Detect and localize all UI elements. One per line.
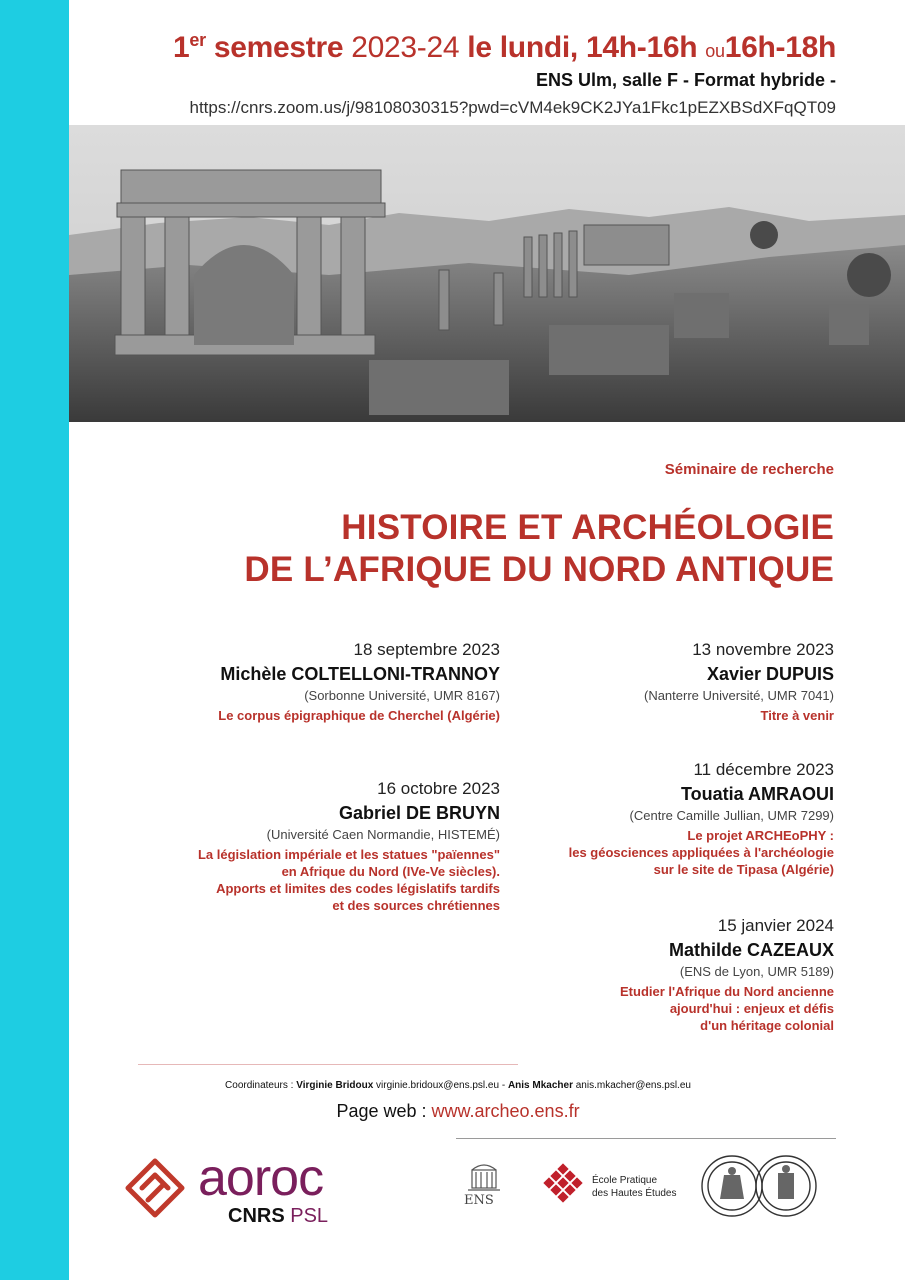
topic-line: Le corpus épigraphique de Cherchel (Algérie) xyxy=(218,708,500,723)
talk-topic xyxy=(470,707,834,724)
schedule-time-alt: 16h-18h xyxy=(724,31,836,64)
topic-line: Etudier l'Afrique du Nord ancienne xyxy=(620,984,834,999)
talk-affiliation: (Nanterre Université, UMR 7041) xyxy=(643,688,834,703)
title-line-1: HISTOIRE ET ARCHÉOLOGIE xyxy=(341,508,834,547)
title-line-2: DE L’AFRIQUE DU NORD ANTIQUE xyxy=(244,550,834,589)
web-page-label: Page web : xyxy=(336,1101,432,1121)
talk-item xyxy=(130,640,500,724)
ruins-photo xyxy=(69,125,905,422)
aoroc-subtitle xyxy=(228,1205,328,1228)
topic-line: et des sources chrétiennes xyxy=(332,898,500,913)
coordinator-name: Anis Mkacher xyxy=(507,1080,573,1091)
talk-affiliation: (Sorbonne Université, UMR 8167) xyxy=(304,688,500,703)
talk-item xyxy=(470,916,834,1034)
web-page-link[interactable]: www.archeo.ens.fr xyxy=(431,1101,580,1121)
talk-speaker: Michèle COLTELLONI-TRANNOY xyxy=(220,664,500,684)
talk-date: 13 novembre 2023 xyxy=(692,640,834,659)
seminar-label: Séminaire de recherche xyxy=(664,461,834,478)
ephe-label-line: des Hautes Études xyxy=(592,1188,677,1199)
talk-item xyxy=(130,779,500,914)
ens-label: ENS xyxy=(464,1193,494,1208)
talk-item xyxy=(470,640,834,724)
semester-number: 1 xyxy=(173,31,190,64)
schedule-or: ou xyxy=(705,41,725,61)
schedule-heading xyxy=(80,30,836,65)
topic-line: ajourd'hui : enjeux et défis xyxy=(669,1001,834,1016)
ephe-logo-icon xyxy=(540,1163,586,1209)
topic-line: Apports et limites des codes législatifs tardifs xyxy=(216,881,500,896)
talk-topic xyxy=(130,707,500,724)
topic-line: Titre à venir xyxy=(760,708,834,723)
talk-speaker: Gabriel DE BRUYN xyxy=(338,803,500,823)
university-seals-icon xyxy=(700,1153,820,1219)
talk-speaker: Xavier DUPUIS xyxy=(706,664,834,684)
talk-item xyxy=(470,760,834,878)
ephe-label-line: École Pratique xyxy=(592,1175,658,1186)
topic-line: les géosciences appliquées à l'archéologie xyxy=(568,845,834,860)
talk-affiliation: (Université Caen Normandie, HISTEMÉ) xyxy=(266,827,500,842)
ephe-label xyxy=(592,1174,677,1200)
cnrs-label: CNRS xyxy=(228,1205,285,1227)
aoroc-logo-icon xyxy=(120,1155,190,1221)
divider xyxy=(138,1064,518,1065)
topic-line: d'un héritage colonial xyxy=(700,1018,834,1033)
venue: ENS Ulm, salle F - Format hybride - xyxy=(535,70,836,90)
talk-affiliation: (Centre Camille Jullian, UMR 7299) xyxy=(629,808,834,823)
semester-superscript: er xyxy=(189,30,206,50)
talk-speaker: Mathilde CAZEAUX xyxy=(668,940,834,960)
talk-date: 15 janvier 2024 xyxy=(717,916,834,935)
talk-speaker: Touatia AMRAOUI xyxy=(681,784,834,804)
talk-date: 16 octobre 2023 xyxy=(377,779,500,798)
topic-line: Le projet ARCHEoPHY : xyxy=(687,828,834,843)
talk-date: 18 septembre 2023 xyxy=(353,640,500,659)
seminar-title xyxy=(100,507,834,591)
psl-label: PSL xyxy=(284,1205,329,1227)
ens-building-icon xyxy=(464,1160,504,1192)
coordinator-email[interactable]: anis.mkacher@ens.psl.eu xyxy=(572,1080,691,1091)
talk-topic xyxy=(470,983,834,1034)
web-page xyxy=(80,1101,836,1122)
topic-line: sur le site de Tipasa (Algérie) xyxy=(653,862,834,877)
schedule-time: le lundi, 14h-16h xyxy=(459,31,706,64)
coordinator-name: Virginie Bridoux xyxy=(296,1080,374,1091)
topic-line: en Afrique du Nord (IVe-Ve siècles). xyxy=(281,864,500,879)
divider xyxy=(456,1138,836,1139)
coordinator-email[interactable]: virginie.bridoux@ens.psl.eu - xyxy=(373,1080,508,1091)
coordinators-label: Coordinateurs : xyxy=(225,1080,297,1091)
talk-topic xyxy=(470,827,834,878)
semester-label: semestre xyxy=(205,31,352,64)
academic-year: 2023-24 xyxy=(351,31,460,64)
coordinators xyxy=(80,1080,836,1091)
zoom-link[interactable]: https://cnrs.zoom.us/j/98108030315?pwd=cVM4ek9CK2JYa1Fkc1pEZXBSdXFqQT09 xyxy=(189,98,836,117)
talk-topic xyxy=(130,846,500,914)
cyan-sidebar xyxy=(0,0,69,1280)
topic-line: La législation impériale et les statues "païennes" xyxy=(197,847,500,862)
talk-affiliation: (ENS de Lyon, UMR 5189) xyxy=(679,964,834,979)
talk-date: 11 décembre 2023 xyxy=(693,760,834,779)
aoroc-wordmark: aoroc xyxy=(198,1149,324,1207)
